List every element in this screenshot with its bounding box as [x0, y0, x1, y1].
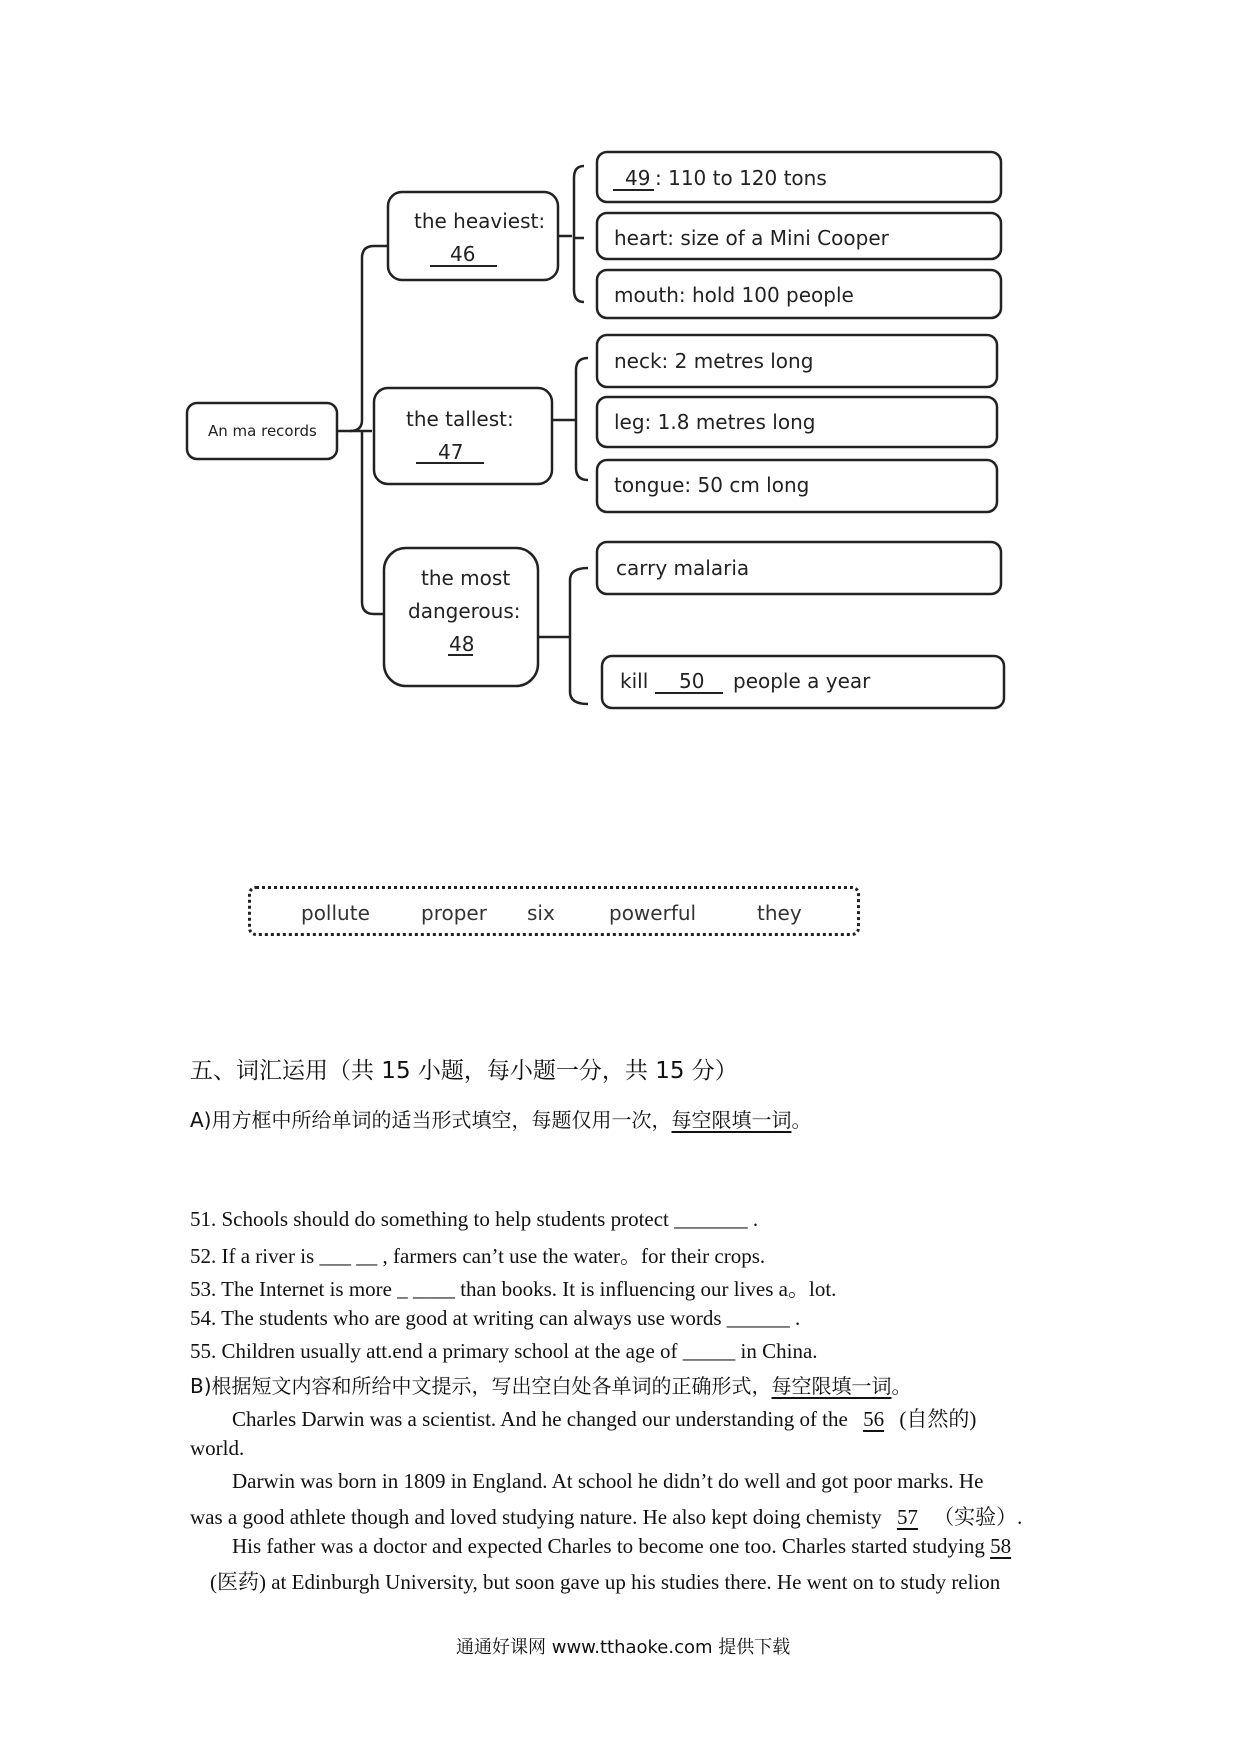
- dangerous-item-1-text: carry malaria: [616, 556, 750, 580]
- dangerous-item-2-blank: 50: [679, 669, 705, 693]
- heaviest-blank-number: 46: [450, 242, 476, 266]
- word-bank-item: pollute: [301, 901, 370, 925]
- part-a-underlined: 每空限填一词: [671, 1108, 792, 1132]
- part-b-instruction: [190, 1370, 912, 1399]
- part-a-instruction: [190, 1104, 811, 1133]
- part-b-underlined: 每空限填一词: [771, 1374, 892, 1398]
- section-heading: 五、词汇运用（共 15 小题，每小题一分，共 15 分）: [190, 1058, 738, 1084]
- root-node-label: An ma records: [208, 422, 317, 440]
- passage-text: Charles Darwin was a scientist. And he changed our understanding of the: [232, 1407, 848, 1431]
- heaviest-title: the heaviest:: [414, 209, 546, 233]
- dangerous-title-line1: the most: [421, 566, 511, 590]
- word-bank-item: six: [527, 901, 555, 925]
- question-54: 54. The students who are good at writing can always use words ______ .: [190, 1306, 801, 1330]
- hint-57: （实验）.: [933, 1505, 1023, 1529]
- heaviest-item-1-blank: 49: [625, 166, 651, 190]
- question-52: 52. If a river is ___ __ , farmers can’t use the water。for their crops.: [190, 1244, 766, 1268]
- question-53: 53. The Internet is more _ ____ than books. It is influencing our lives a。lot.: [190, 1277, 837, 1301]
- word-bank-box: [248, 886, 860, 936]
- part-b-end: 。: [891, 1374, 912, 1398]
- blank-57: 57: [896, 1505, 918, 1529]
- dangerous-item-2-pre: kill: [620, 669, 649, 693]
- tallest-item-2-text: leg: 1.8 metres long: [614, 410, 816, 434]
- passage-p1-line2: world.: [190, 1436, 245, 1460]
- word-bank-item: proper: [421, 901, 487, 925]
- footer-text: 通通好课网 www.tthaoke.com 提供下载: [456, 1637, 791, 1658]
- heaviest-item-2-text: heart: size of a Mini Cooper: [614, 226, 889, 250]
- passage-text: His father was a doctor and expected Charles to become one too. Charles started studying: [232, 1534, 985, 1558]
- tallest-node-box: [374, 388, 552, 484]
- word-bank-item: they: [757, 901, 802, 925]
- tallest-title: the tallest:: [406, 407, 514, 431]
- tallest-blank-number: 47: [438, 440, 464, 464]
- blank-58: 58: [990, 1534, 1012, 1558]
- passage-p1-line1: [232, 1403, 976, 1433]
- heaviest-item-3-text: mouth: hold 100 people: [614, 283, 854, 307]
- question-55: 55. Children usually att.end a primary school at the age of _____ in China.: [190, 1339, 818, 1363]
- hint-56: (自然的): [899, 1407, 977, 1431]
- passage-p2-line2: [190, 1501, 1022, 1531]
- part-a-text: A)用方框中所给单词的适当形式填空，每题仅用一次，: [190, 1108, 672, 1132]
- dangerous-title-line2: dangerous:: [408, 599, 521, 623]
- tallest-item-1-text: neck: 2 metres long: [614, 349, 814, 373]
- part-b-text: B)根据短文内容和所给中文提示，写出空白处各单词的正确形式，: [190, 1374, 772, 1398]
- blank-56: 56: [863, 1407, 885, 1431]
- question-51: 51. Schools should do something to help students protect _______ .: [190, 1207, 759, 1231]
- part-a-end: 。: [791, 1108, 812, 1132]
- dangerous-blank-number: 48: [449, 632, 475, 656]
- animal-records-mind-map: [0, 0, 1240, 760]
- word-bank-item: powerful: [609, 901, 697, 925]
- passage-text: was a good athlete though and loved studying nature. He also kept doing chemisty: [190, 1505, 882, 1529]
- passage-p2-line1: Darwin was born in 1809 in England. At school he didn’t do well and got poor marks. He: [232, 1469, 984, 1493]
- dangerous-item-2-post: people a year: [733, 669, 871, 693]
- passage-p3-line2: (医药) at Edinburgh University, but soon gave up his studies there. He went on to study relion: [210, 1570, 1001, 1594]
- tallest-item-3-text: tongue: 50 cm long: [614, 473, 810, 497]
- passage-p3-line1: [232, 1534, 1011, 1559]
- heaviest-item-1-text: : 110 to 120 tons: [655, 166, 827, 190]
